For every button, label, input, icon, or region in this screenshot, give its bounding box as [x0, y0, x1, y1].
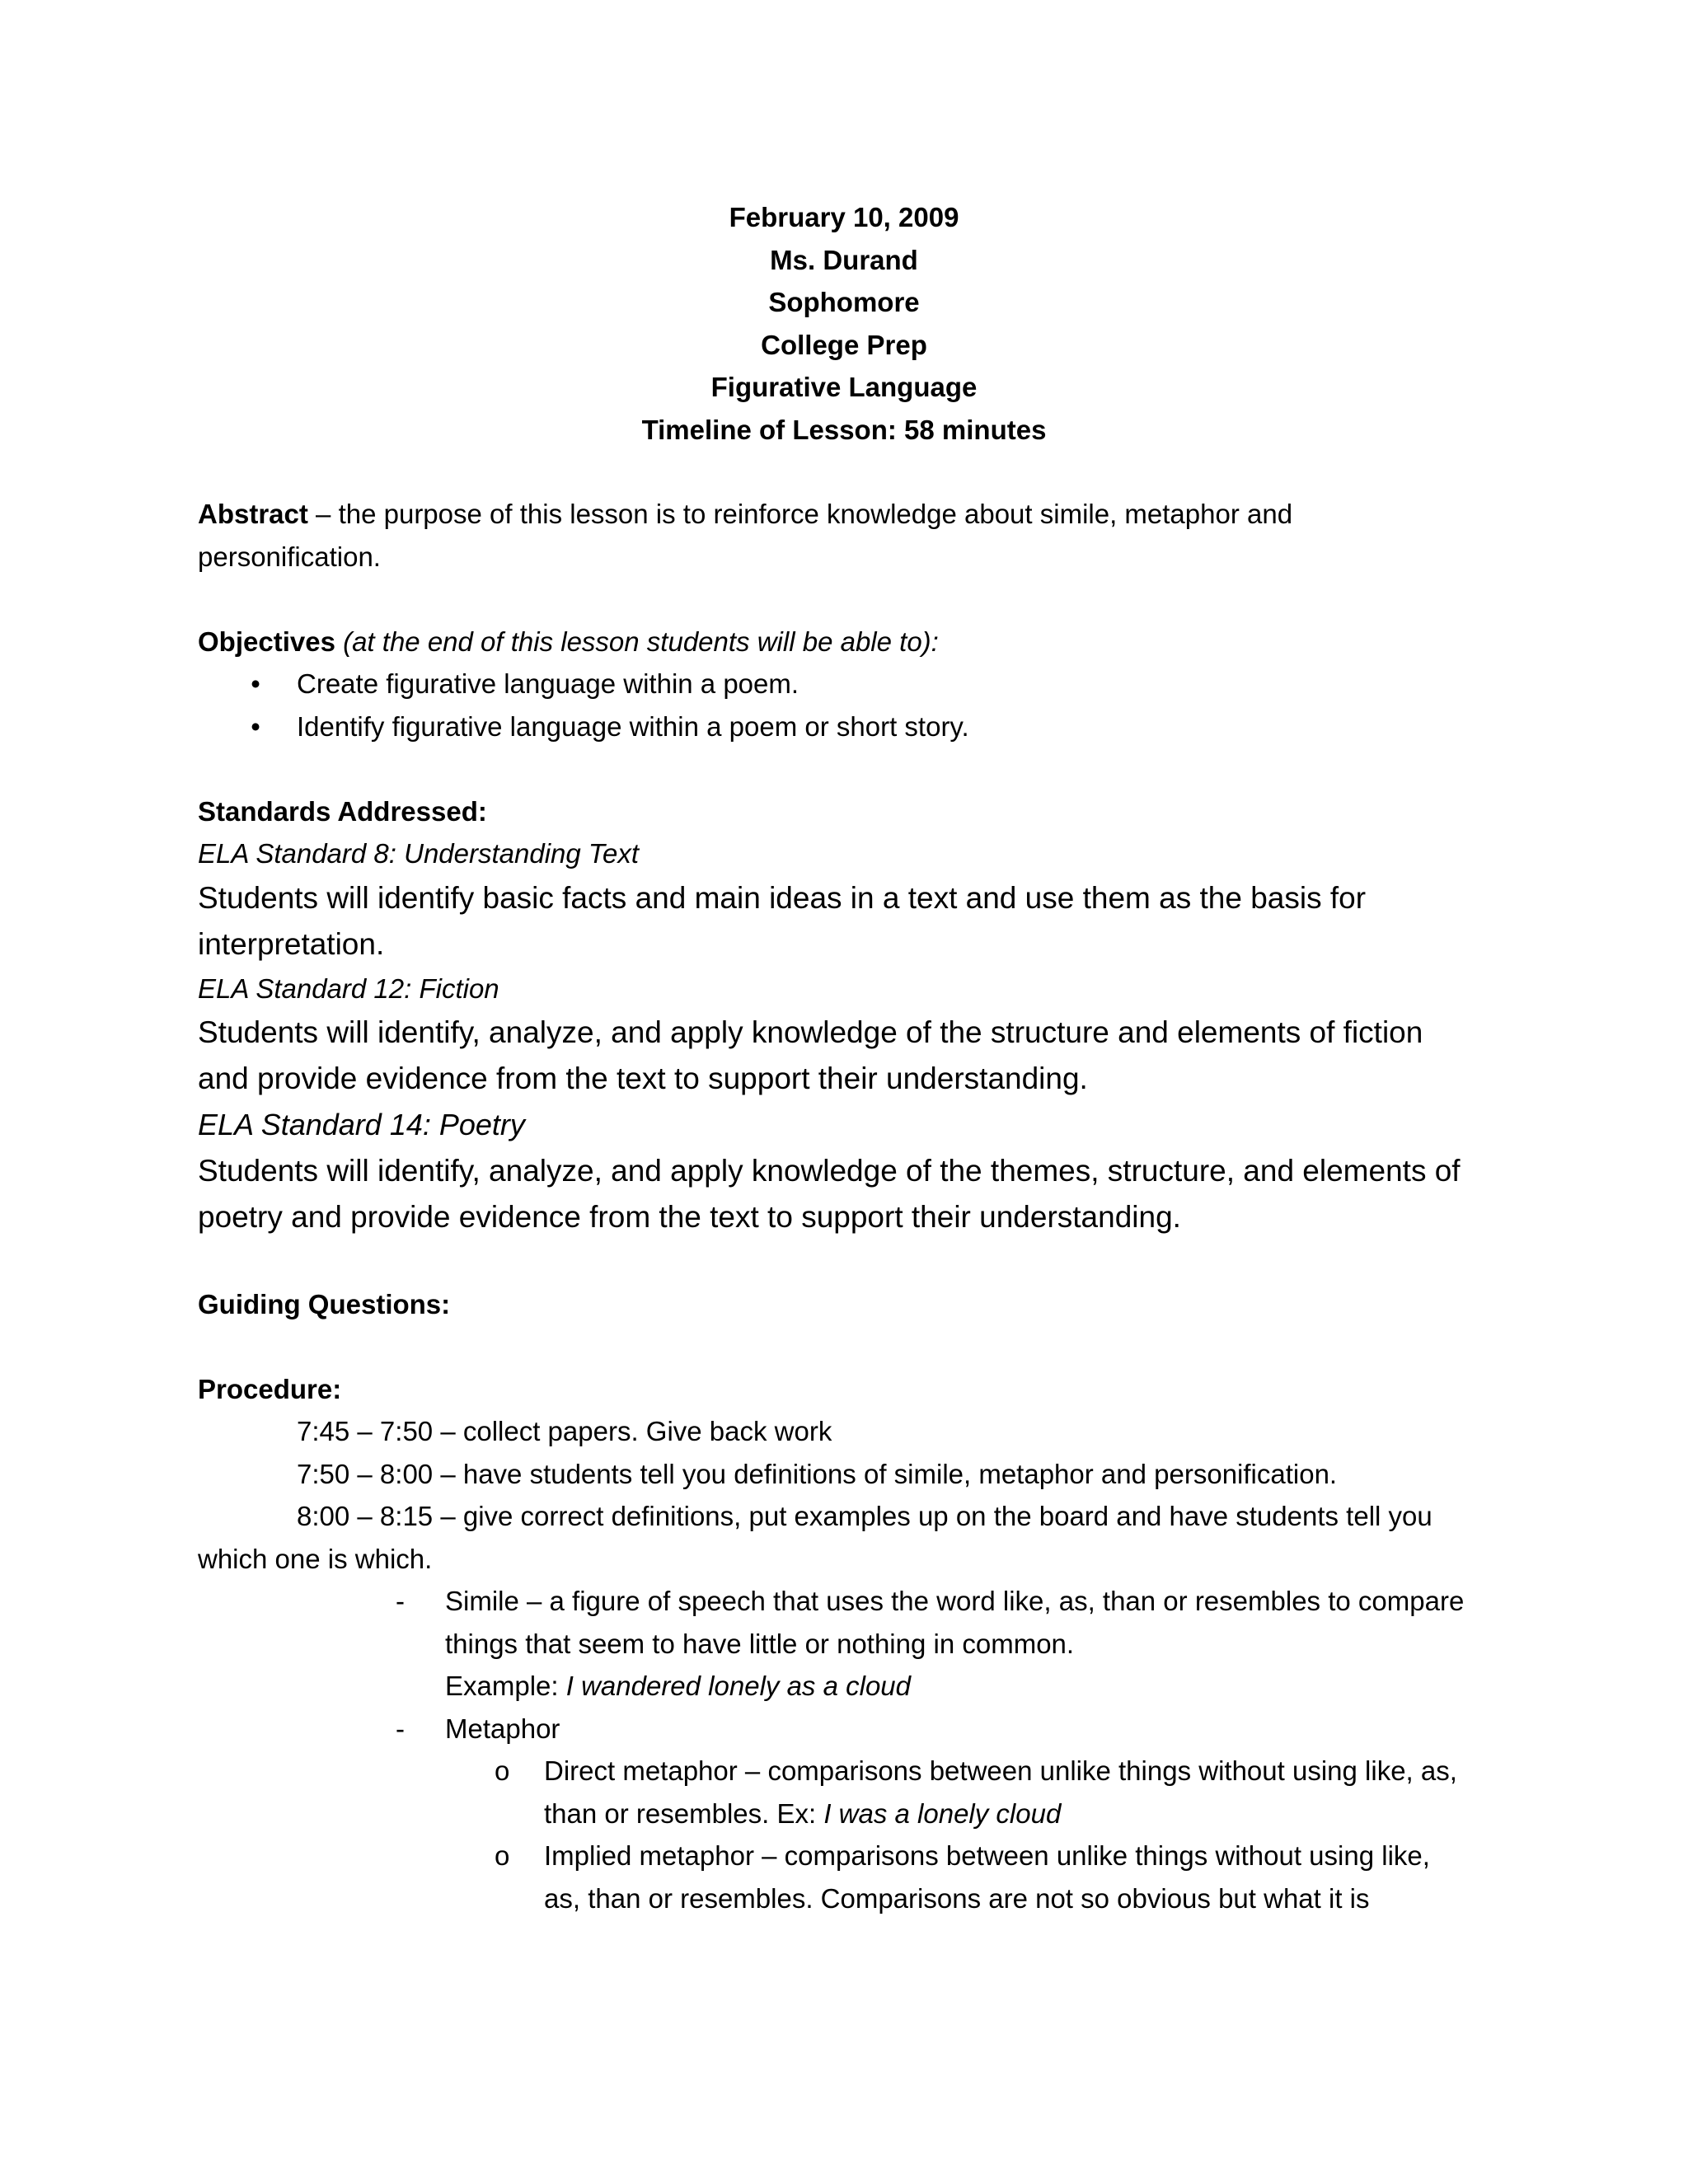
- standard-text-line: Students will identify, analyze, and apply knowledge of the structure and elements of fiction: [198, 1015, 1423, 1049]
- procedure-heading: Procedure:: [198, 1373, 342, 1404]
- abstract-line-2: personification.: [198, 541, 381, 572]
- grade-level: Sophomore: [768, 287, 920, 317]
- abstract-label: Abstract: [198, 499, 308, 529]
- figure-types-list: [198, 1580, 1500, 1750]
- simile-line-1: Simile – a figure of speech that uses the word like, as, than or resembles to compare: [445, 1586, 1465, 1616]
- lesson-date: February 10, 2009: [729, 202, 959, 232]
- list-item: [198, 705, 1500, 748]
- document-header: [0, 196, 1688, 451]
- standards-heading: Standards Addressed:: [198, 795, 487, 827]
- standard-title: ELA Standard 12: Fiction: [198, 972, 499, 1004]
- implied-metaphor-item: [198, 1835, 1500, 1919]
- objective-text: Create figurative language within a poem.: [297, 668, 799, 699]
- direct-metaphor-example: I was a lonely cloud: [823, 1797, 1062, 1829]
- procedure-step: 7:45 – 7:50 – collect papers. Give back work: [297, 1416, 832, 1446]
- spacer: [198, 578, 1500, 621]
- circle-bullet-icon: o: [495, 1840, 510, 1871]
- document-body: [198, 493, 1500, 1919]
- abstract-section: [198, 493, 1500, 578]
- direct-metaphor-line-1: Direct metaphor – comparisons between unlike things without using like, as,: [544, 1755, 1457, 1786]
- simile-example: [445, 1665, 1500, 1708]
- spacer: [198, 748, 1500, 790]
- standards-section: [198, 790, 1500, 1241]
- standard-text-line: poetry and provide evidence from the text to support their understanding.: [198, 1200, 1181, 1234]
- objectives-list: [198, 663, 1500, 748]
- simile-line-2: things that seem to have little or nothing in common.: [445, 1628, 1075, 1659]
- bullet-icon: •: [251, 710, 260, 742]
- list-item: [198, 663, 1500, 705]
- spacer: [198, 1325, 1500, 1368]
- lesson-timeline: Timeline of Lesson: 58 minutes: [641, 414, 1047, 445]
- standard-text-line: Students will identify, analyze, and apply knowledge of the themes, structure, and elements of: [198, 1154, 1461, 1188]
- objectives-label: Objectives: [198, 626, 335, 657]
- abstract-text: – the purpose of this lesson is to reinforce knowledge about simile, metaphor and: [307, 499, 1293, 529]
- abstract-line-1: [198, 493, 1500, 536]
- bullet-icon: •: [251, 668, 260, 699]
- direct-metaphor-item: [198, 1750, 1500, 1835]
- direct-metaphor-prefix: than or resembles. Ex:: [544, 1797, 824, 1829]
- guiding-questions-heading: Guiding Questions:: [198, 1288, 451, 1319]
- example-prefix: Example:: [445, 1671, 566, 1701]
- objective-text: Identify figurative language within a poem or short story.: [297, 710, 969, 742]
- objectives-section: [198, 621, 1500, 748]
- procedure-step: 8:00 – 8:15 – give correct definitions, put examples up on the board and have students tell you: [297, 1501, 1432, 1531]
- direct-metaphor-line-2: [544, 1793, 1500, 1835]
- dash-icon: -: [396, 1713, 405, 1744]
- implied-metaphor-line-2: as, than or resembles. Comparisons are not so obvious but what it is: [544, 1882, 1370, 1914]
- spacer: [198, 1240, 1500, 1283]
- teacher-name: Ms. Durand: [770, 244, 918, 275]
- dash-icon: -: [396, 1586, 405, 1616]
- metaphor-item: [198, 1708, 1500, 1750]
- procedure-section: [198, 1368, 1500, 1920]
- lesson-topic: Figurative Language: [710, 372, 978, 402]
- circle-bullet-icon: o: [495, 1755, 510, 1786]
- example-text: I wandered lonely as a cloud: [565, 1671, 912, 1701]
- standard-text-line: and provide evidence from the text to support their understanding.: [198, 1062, 1088, 1095]
- course-level: College Prep: [761, 329, 927, 360]
- standard-title: ELA Standard 8: Understanding Text: [198, 838, 640, 869]
- standard-text-line: Students will identify basic facts and main ideas in a text and use them as the basis for: [198, 880, 1367, 915]
- implied-metaphor-line-1: Implied metaphor – comparisons between unlike things without using like,: [544, 1840, 1430, 1871]
- procedure-step-continued: which one is which.: [198, 1543, 433, 1574]
- objectives-heading: [198, 621, 1500, 663]
- procedure-step: 7:50 – 8:00 – have students tell you definitions of simile, metaphor and personification.: [297, 1458, 1338, 1489]
- simile-item: [198, 1580, 1500, 1708]
- standard-title: ELA Standard 14: Poetry: [198, 1108, 525, 1141]
- metaphor-label: Metaphor: [445, 1713, 560, 1744]
- standard-text-line: interpretation.: [198, 926, 385, 961]
- objectives-note: (at the end of this lesson students will be able to):: [335, 626, 939, 657]
